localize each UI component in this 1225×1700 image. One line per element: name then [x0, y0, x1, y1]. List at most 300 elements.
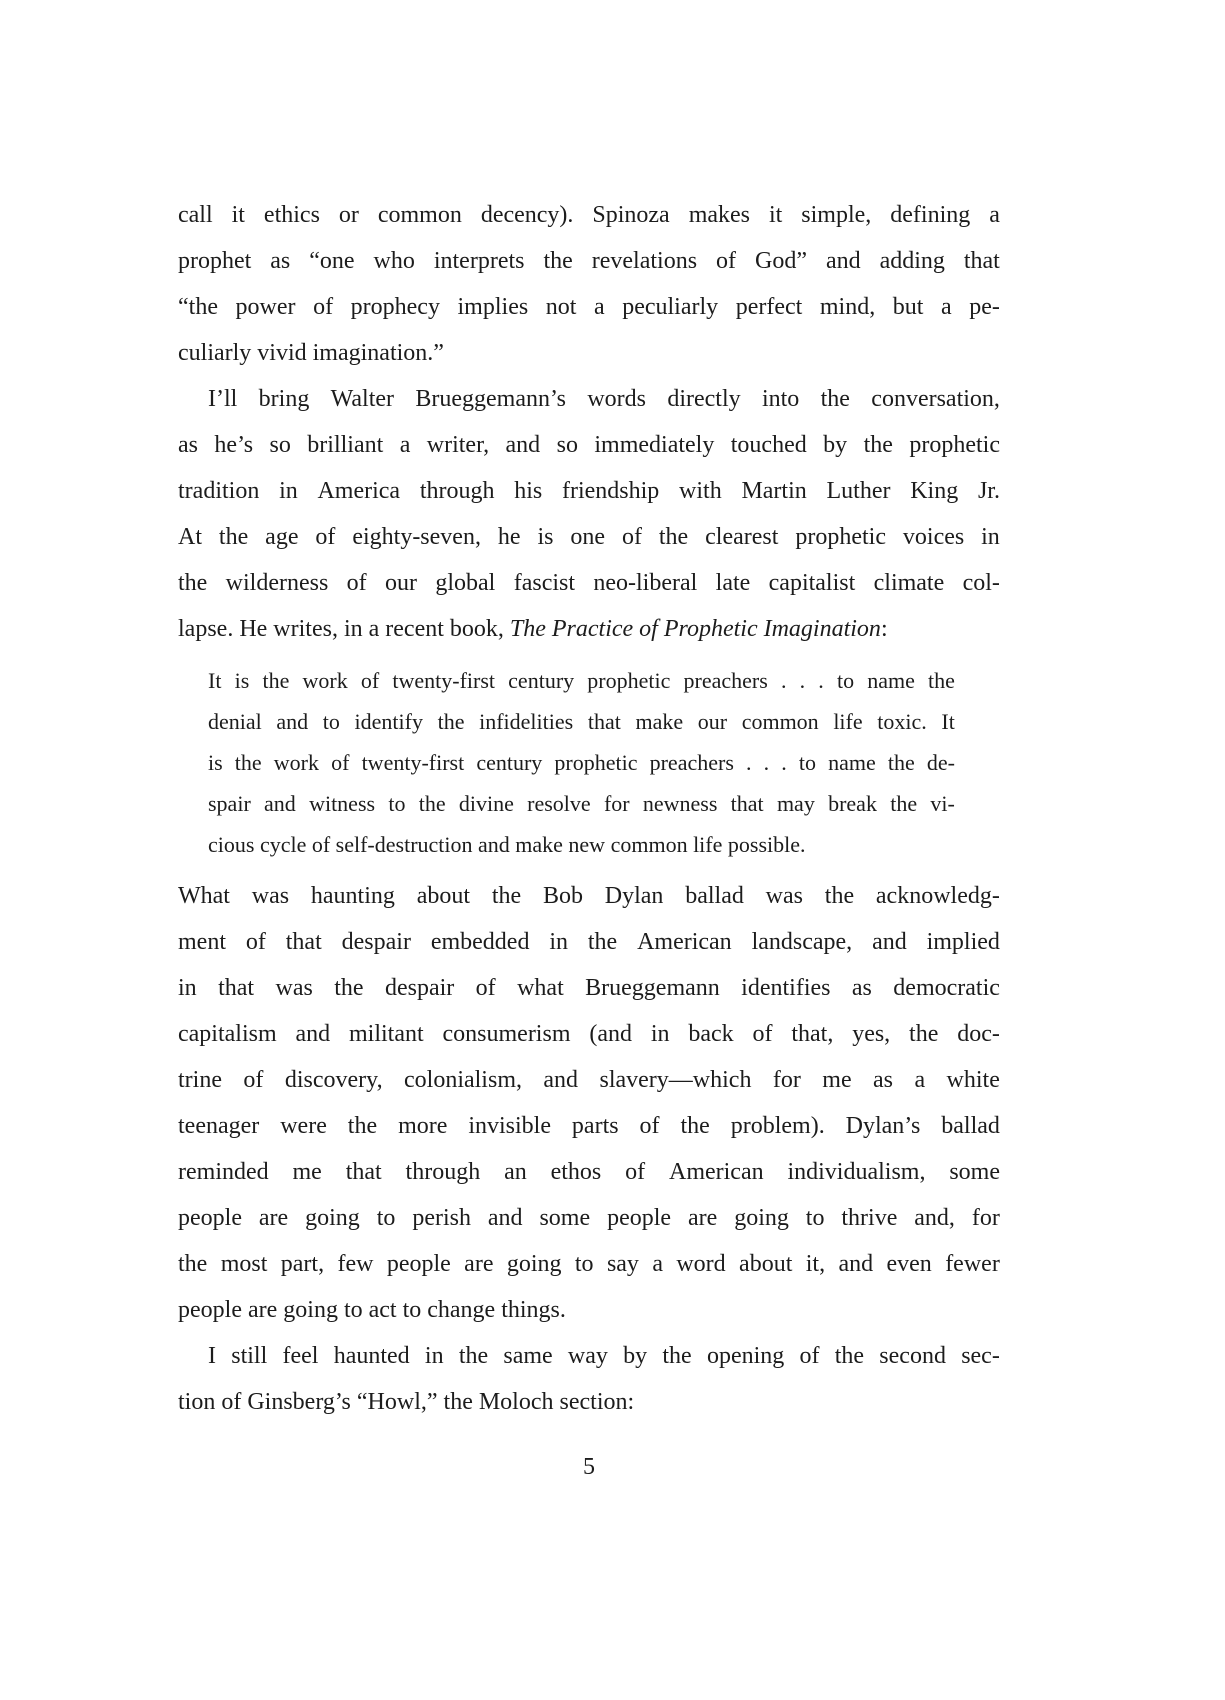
word: a	[399, 432, 411, 458]
word: through	[405, 1159, 481, 1185]
word: it	[768, 202, 783, 228]
word: of	[752, 1021, 773, 1047]
word: a	[652, 1251, 663, 1277]
word: immediately	[594, 432, 715, 458]
word: preachers	[649, 750, 734, 775]
word: it,	[805, 1251, 826, 1277]
word: in	[178, 975, 197, 1001]
word: is	[537, 524, 554, 550]
word: as	[851, 975, 872, 1001]
text-run: :	[880, 616, 888, 642]
word: Dylan’s	[845, 1113, 921, 1139]
text-line	[208, 742, 955, 783]
word: of	[625, 1159, 646, 1185]
word: same	[503, 1343, 553, 1369]
word: and	[505, 432, 541, 458]
word: Spinoza	[592, 202, 670, 228]
word: it	[231, 202, 245, 228]
word: haunting	[310, 883, 395, 909]
word: are	[687, 1205, 718, 1231]
word: in	[424, 1343, 444, 1369]
word: It	[941, 709, 955, 734]
word: to	[805, 1205, 825, 1231]
word: .	[799, 668, 806, 693]
word: conversation,	[871, 386, 1000, 412]
word: decency).	[480, 202, 574, 228]
word: of	[360, 668, 380, 693]
word: discovery,	[284, 1067, 383, 1093]
word: implied	[926, 929, 1000, 955]
word: name	[867, 668, 915, 693]
word: tradition	[178, 478, 260, 504]
paragraph	[178, 1333, 1000, 1425]
word: the	[890, 791, 918, 816]
word: the	[218, 524, 249, 550]
italic-text-run: The Practice of Prophetic Imagination	[509, 616, 881, 642]
word: resolve	[527, 791, 591, 816]
word: of	[716, 248, 737, 274]
word: by	[623, 1343, 648, 1369]
word: colonialism,	[404, 1067, 522, 1093]
text-line	[178, 919, 1000, 965]
word: invisible	[468, 1113, 551, 1139]
word: King	[910, 478, 959, 504]
word: problem).	[730, 1113, 825, 1139]
word: century	[508, 668, 575, 693]
word: directly	[667, 386, 741, 412]
word: for	[603, 791, 630, 816]
word: despair	[384, 975, 455, 1001]
word: what	[517, 975, 564, 1001]
word: “the	[178, 294, 218, 320]
text-line	[178, 1103, 1000, 1149]
word: power	[235, 294, 296, 320]
text-line	[178, 514, 1000, 560]
word: teenager	[178, 1113, 260, 1139]
word: to	[574, 1251, 594, 1277]
text-line	[178, 238, 1000, 284]
word: ethics	[263, 202, 320, 228]
word: of	[313, 294, 334, 320]
word: sec-	[961, 1343, 1000, 1369]
word: as	[270, 248, 291, 274]
word: doc-	[957, 1021, 1000, 1047]
word: me	[822, 1067, 852, 1093]
word: that	[730, 791, 764, 816]
word: bring	[258, 386, 310, 412]
text-line	[208, 783, 955, 824]
word: opening	[706, 1343, 785, 1369]
text-line	[178, 560, 1000, 606]
block-quote	[208, 660, 955, 865]
word: and	[825, 248, 861, 274]
word: the	[262, 668, 290, 693]
word: that	[963, 248, 1000, 274]
word: is	[234, 668, 250, 693]
word: may	[776, 791, 815, 816]
word: de-	[926, 750, 955, 775]
word: some	[949, 1159, 1000, 1185]
word: that	[345, 1159, 382, 1185]
text-line	[178, 1195, 1000, 1241]
word: ment	[178, 929, 226, 955]
word: identifies	[741, 975, 831, 1001]
word: prophetic	[909, 432, 1000, 458]
word: he	[497, 524, 521, 550]
text-line	[208, 660, 955, 701]
text-run: tion of Ginsberg’s “Howl,” the Moloch section:	[178, 1389, 635, 1415]
word: the	[887, 750, 915, 775]
word: was	[251, 883, 290, 909]
word: capitalist	[768, 570, 856, 596]
word: twenty-first	[392, 668, 496, 693]
word: through	[419, 478, 495, 504]
word: peculiarly	[622, 294, 719, 320]
word: of	[475, 975, 496, 1001]
word: pe-	[969, 294, 1000, 320]
word: “one	[309, 248, 355, 274]
word: for	[971, 1205, 1000, 1231]
word: few	[337, 1251, 374, 1277]
word: implies	[457, 294, 529, 320]
word: witness	[309, 791, 376, 816]
word: prophecy	[350, 294, 440, 320]
word: me	[292, 1159, 322, 1185]
text-line	[178, 1057, 1000, 1103]
word: so	[269, 432, 291, 458]
word: fewer	[945, 1251, 1000, 1277]
word: the	[334, 975, 364, 1001]
word: Luther	[826, 478, 891, 504]
word: he’s	[214, 432, 254, 458]
word: more	[398, 1113, 448, 1139]
word: prophet	[178, 248, 252, 274]
word: and,	[914, 1205, 955, 1231]
word: prophetic	[554, 750, 638, 775]
word: people	[607, 1205, 672, 1231]
word: common	[377, 202, 462, 228]
word: are	[464, 1251, 494, 1277]
text-line	[178, 192, 1000, 238]
word: our	[697, 709, 728, 734]
word: clearest	[705, 524, 779, 550]
word: a	[593, 294, 605, 320]
word: the	[662, 1343, 692, 1369]
word: What	[178, 883, 230, 909]
word: people	[386, 1251, 451, 1277]
word: not	[545, 294, 577, 320]
word: .	[818, 668, 824, 693]
word: about	[739, 1251, 793, 1277]
word: reminded	[178, 1159, 269, 1185]
word: slavery—which	[599, 1067, 752, 1093]
word: of	[799, 1343, 820, 1369]
word: Martin	[741, 478, 807, 504]
word: ethos	[550, 1159, 602, 1185]
word: common	[741, 709, 819, 734]
word: but	[892, 294, 924, 320]
word: At	[178, 524, 202, 550]
word: century	[476, 750, 543, 775]
word: an	[504, 1159, 527, 1185]
word: .	[763, 750, 770, 775]
word: and	[872, 929, 907, 955]
word: still	[231, 1343, 268, 1369]
word: writer,	[426, 432, 490, 458]
text-run: culiarly vivid imagination.”	[178, 340, 444, 366]
word: Bob	[542, 883, 583, 909]
word: eighty-seven,	[352, 524, 481, 550]
word: and	[264, 791, 296, 816]
word: in	[650, 1021, 670, 1047]
word: vi-	[930, 791, 955, 816]
word: revelations	[591, 248, 698, 274]
word: mind,	[819, 294, 876, 320]
text-line	[178, 1379, 1000, 1425]
text-run: cious cycle of self-destruction and make new common life possible.	[208, 832, 806, 857]
word: spair	[208, 791, 251, 816]
text-line	[208, 701, 955, 742]
word: ballad	[685, 883, 744, 909]
word: makes	[688, 202, 750, 228]
word: part,	[280, 1251, 325, 1277]
word: democratic	[893, 975, 1000, 1001]
word: as	[178, 432, 198, 458]
word: Brueggemann	[585, 975, 720, 1001]
word: for	[772, 1067, 801, 1093]
word: divine	[458, 791, 514, 816]
word: the	[178, 570, 208, 596]
word: the	[491, 883, 522, 909]
word: haunted	[333, 1343, 410, 1369]
word: despair	[341, 929, 411, 955]
word: the	[834, 1343, 865, 1369]
word: a	[914, 1067, 926, 1093]
word: going	[305, 1205, 360, 1231]
word: .	[746, 750, 752, 775]
word: name	[828, 750, 876, 775]
word: of	[621, 524, 642, 550]
word: .	[780, 668, 787, 693]
word: acknowledg-	[875, 883, 1000, 909]
word: global	[435, 570, 496, 596]
word: ballad	[941, 1113, 1000, 1139]
word: landscape,	[751, 929, 853, 955]
word: It	[208, 668, 222, 693]
word: of	[331, 750, 350, 775]
word: of	[243, 1067, 264, 1093]
word: that	[218, 975, 255, 1001]
word: newness	[642, 791, 718, 816]
word: our	[385, 570, 418, 596]
text-run: lapse. He writes, in a recent book,	[178, 616, 510, 642]
word: a	[941, 294, 952, 320]
word: yes,	[852, 1021, 891, 1047]
word: .	[781, 750, 787, 775]
word: the	[458, 1343, 489, 1369]
word: the	[909, 1021, 939, 1047]
word: to	[388, 791, 406, 816]
word: climate	[873, 570, 945, 596]
word: feel	[282, 1343, 319, 1369]
word: say	[606, 1251, 639, 1277]
word: American	[637, 929, 732, 955]
word: back	[688, 1021, 734, 1047]
word: so	[556, 432, 578, 458]
word: the	[680, 1113, 710, 1139]
word: work	[273, 750, 320, 775]
word: the	[820, 386, 850, 412]
word: or	[338, 202, 359, 228]
word: to	[376, 1205, 396, 1231]
text-line	[208, 824, 955, 865]
text-line	[178, 873, 1000, 919]
word: a	[989, 202, 1000, 228]
paragraph	[178, 192, 1000, 376]
word: denial	[208, 709, 262, 734]
word: is	[208, 750, 223, 775]
word: age	[265, 524, 299, 550]
word: in	[549, 929, 568, 955]
word: friendship	[561, 478, 660, 504]
word: simple,	[801, 202, 872, 228]
word: fascist	[513, 570, 576, 596]
word: and	[543, 1067, 579, 1093]
word: as	[873, 1067, 894, 1093]
text-run: people are going to act to change things.	[178, 1297, 566, 1323]
text-line	[178, 1011, 1000, 1057]
word: the	[824, 883, 855, 909]
word: the	[347, 1113, 378, 1139]
word: by	[823, 432, 848, 458]
text-line	[178, 965, 1000, 1011]
word: the	[863, 432, 893, 458]
word: white	[946, 1067, 1000, 1093]
text-line	[178, 1333, 1000, 1379]
word: people	[178, 1205, 242, 1231]
word: work	[302, 668, 348, 693]
word: adding	[879, 248, 945, 274]
word: prophetic	[587, 668, 671, 693]
word: the	[658, 524, 689, 550]
word: touched	[730, 432, 807, 458]
word: neo-liberal	[593, 570, 698, 596]
word: wilderness	[225, 570, 329, 596]
word: militant	[348, 1021, 424, 1047]
text-line	[178, 1241, 1000, 1287]
word: was	[275, 975, 313, 1001]
word: the	[234, 750, 262, 775]
word: capitalism	[178, 1021, 277, 1047]
word: one	[570, 524, 606, 550]
word: Dylan	[604, 883, 664, 909]
word: thrive	[841, 1205, 898, 1231]
word: in	[279, 478, 298, 504]
word: Jr.	[977, 478, 1000, 504]
word: even	[886, 1251, 932, 1277]
word: who	[373, 248, 415, 274]
word: word	[676, 1251, 726, 1277]
word: and	[838, 1251, 874, 1277]
word: Walter	[330, 386, 395, 412]
word: perish	[412, 1205, 471, 1231]
word: make	[635, 709, 684, 734]
word: of	[639, 1113, 660, 1139]
text-line	[178, 330, 1000, 376]
word: into	[761, 386, 800, 412]
word: and	[487, 1205, 523, 1231]
word: way	[567, 1343, 608, 1369]
word: consumerism	[442, 1021, 571, 1047]
word: second	[879, 1343, 946, 1369]
word: America	[317, 478, 401, 504]
word: in	[981, 524, 1000, 550]
word: are	[258, 1205, 289, 1231]
word: and	[295, 1021, 331, 1047]
word: interprets	[433, 248, 525, 274]
word: to	[798, 750, 816, 775]
word: parts	[571, 1113, 619, 1139]
text-line	[178, 606, 1000, 652]
word: the	[178, 1251, 208, 1277]
word: Brueggemann’s	[415, 386, 566, 412]
word: of	[245, 929, 266, 955]
word: the	[928, 668, 955, 693]
word: I’ll	[208, 386, 238, 412]
word: I	[208, 1343, 216, 1369]
word: trine	[178, 1067, 222, 1093]
word: (and	[589, 1021, 632, 1047]
word: preachers	[683, 668, 768, 693]
word: to	[322, 709, 340, 734]
word: some	[539, 1205, 591, 1231]
paragraph	[178, 873, 1000, 1333]
page-number: 5	[583, 1454, 595, 1480]
word: identify	[354, 709, 423, 734]
word: of	[315, 524, 336, 550]
word: that	[285, 929, 322, 955]
word: defining	[890, 202, 971, 228]
word: the	[437, 709, 465, 734]
word: about	[416, 883, 471, 909]
word: break	[828, 791, 877, 816]
word: prophetic	[795, 524, 886, 550]
word: life	[833, 709, 863, 734]
word: perfect	[735, 294, 803, 320]
text-line	[178, 1149, 1000, 1195]
word: most	[220, 1251, 268, 1277]
word: late	[715, 570, 751, 596]
word: and	[276, 709, 309, 734]
text-line	[178, 468, 1000, 514]
word: infidelities	[479, 709, 574, 734]
word: brilliant	[307, 432, 384, 458]
word: embedded	[430, 929, 530, 955]
word: was	[765, 883, 803, 909]
word: going	[734, 1205, 789, 1231]
word: that,	[791, 1021, 834, 1047]
paragraph	[178, 376, 1000, 652]
text-line	[178, 376, 1000, 422]
page-text-column	[178, 192, 1000, 1425]
word: the	[543, 248, 573, 274]
text-line	[178, 422, 1000, 468]
text-line	[178, 1287, 1000, 1333]
word: going	[506, 1251, 562, 1277]
word: voices	[902, 524, 965, 550]
word: the	[418, 791, 446, 816]
word: call	[178, 202, 213, 228]
